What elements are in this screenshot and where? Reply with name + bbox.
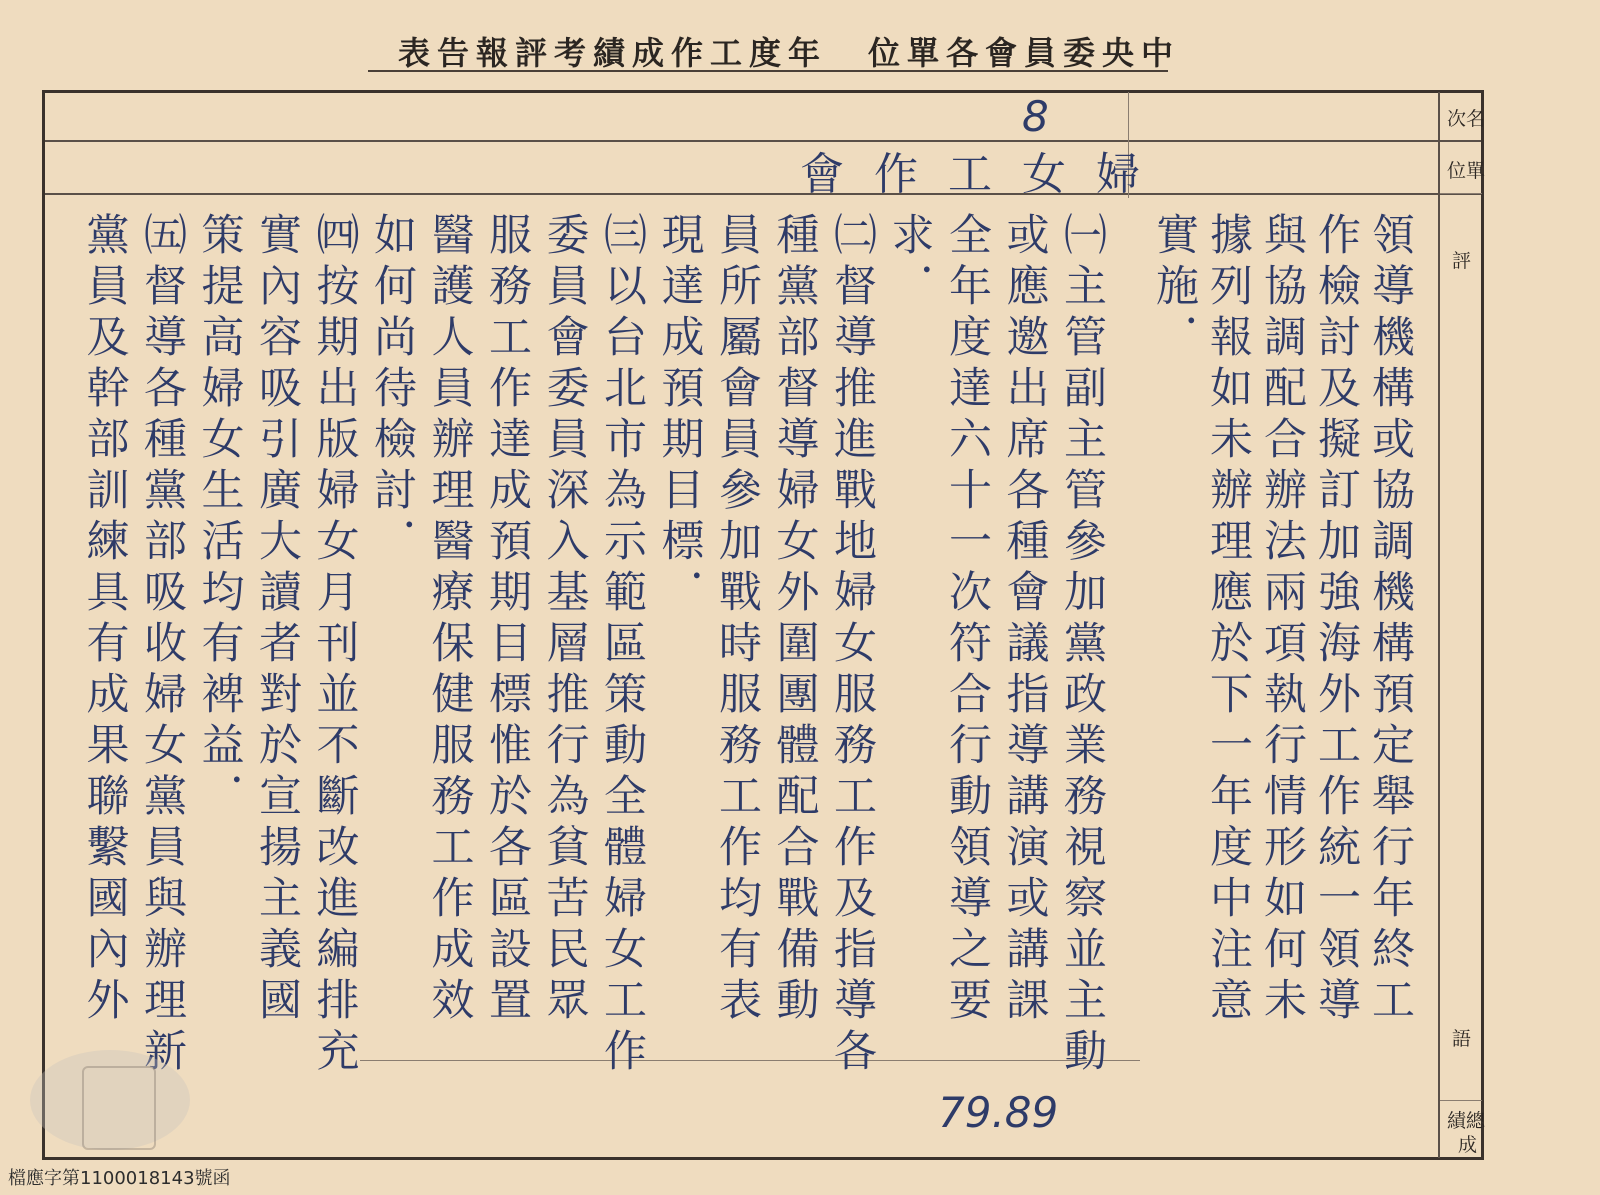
work-column: 如何尚待檢討． (367, 212, 417, 569)
work-column: 求． (884, 212, 935, 314)
divider-labels (1438, 92, 1440, 1158)
work-column: 現達成預期目標． (654, 212, 705, 620)
archive-note: 檔應字第1100018143號函 (8, 1168, 231, 1189)
work-column: 種黨部督導婦女外圍團體配合戰備動 (769, 212, 820, 1028)
rank-number: 8 (1022, 92, 1049, 141)
work-column: 全年度達六十一次符合行動領導之要 (942, 212, 992, 1028)
work-column: ㈢以台北市為示範區策動全體婦女工作 (597, 212, 647, 1079)
comment-column: 作檢討及擬訂加強海外工作統一領導 (1311, 212, 1361, 1028)
label-unit: 位單 (1447, 160, 1486, 182)
label-score-2: 成 (1458, 1134, 1478, 1156)
form-title-right: 位單各會員委央中 (868, 34, 1181, 72)
work-column: 策提高婦女生活均有裨益． (194, 212, 245, 824)
label-rank: 次名 (1447, 108, 1486, 130)
label-score: 績總 (1447, 1110, 1486, 1132)
work-column: 黨員及幹部訓練具有成果聯繫國內外 (79, 212, 130, 1028)
comment-column: 據列報如未辦理應於下一年度中注意 (1203, 212, 1253, 1028)
comment-column: 實施． (1149, 212, 1199, 365)
total-score: 79.89 (938, 1088, 1059, 1137)
work-column: 醫護人員辦理醫療保健服務工作成效 (424, 212, 475, 1028)
header-underline (368, 70, 1168, 72)
work-column: 委員會委員深入基層推行為貧苦民眾 (539, 212, 590, 1028)
work-column: ㈤督導各種黨部吸收婦女黨員與辦理新 (137, 212, 187, 1079)
work-column: ㈣按期出版婦女月刊並不斷改進編排充 (309, 212, 360, 1079)
label-comment-1: 評 (1452, 250, 1472, 272)
rule-rank (45, 140, 1481, 142)
work-column: 實內容吸引廣大讀者對於宣揚主義國 (252, 212, 302, 1028)
work-column: 或應邀出席各種會議指導講演或講課 (999, 212, 1050, 1028)
rule-score (1440, 1100, 1482, 1101)
unit-name: 婦女工作會 (800, 149, 1170, 200)
label-comment-2: 語 (1452, 1028, 1472, 1050)
rule-unit (45, 193, 1481, 195)
work-column: ㈡督導推進戰地婦女服務工作及指導各 (827, 212, 877, 1079)
score-guide-line (360, 1060, 1140, 1061)
work-column: ㈠主管副主管參加黨政業務視察並主動 (1057, 212, 1107, 1079)
rule-comment-top (1440, 193, 1482, 194)
form-title-left: 表告報評考績成作工度年 (398, 34, 828, 72)
comment-column: 領導機構或協調機構預定舉行年終工 (1365, 212, 1415, 1028)
work-column: 服務工作達成預期目標惟於各區設置 (482, 212, 532, 1028)
comment-column: 與協調配合辦法兩項執行情形如何未 (1257, 212, 1307, 1028)
work-column: 員所屬會員參加戰時服務工作均有表 (712, 212, 762, 1028)
archive-stamp-icon (82, 1066, 156, 1150)
